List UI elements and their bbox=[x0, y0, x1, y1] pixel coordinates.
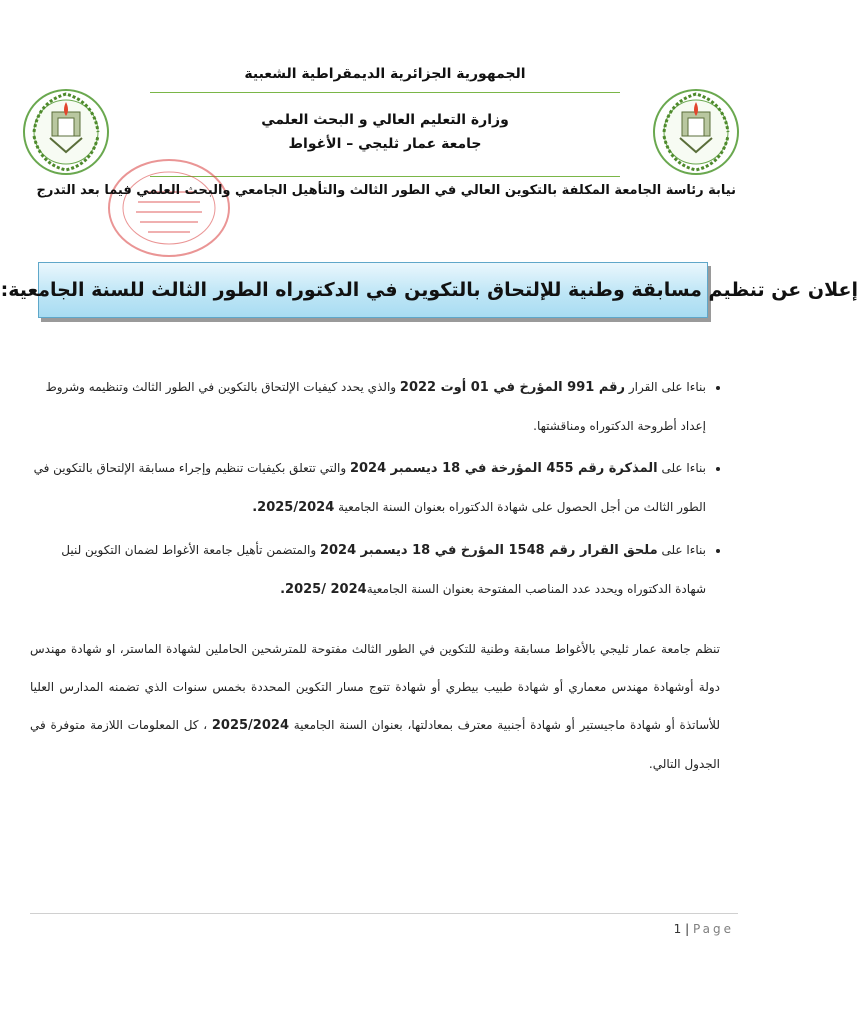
university-logo-left bbox=[20, 72, 112, 192]
list-item bbox=[30, 531, 706, 609]
announcement-title-box bbox=[0, 262, 858, 318]
bullet-text: بناءا على bbox=[657, 543, 706, 557]
bullet-text: والمتضمن تأهيل جامعة الأغواط لضمان التكوين لنيل شهادة الدكتوراه ويحدد عدد المناصب المفتوحة بعنوان السنة الجامعية bbox=[61, 543, 706, 596]
list-item bbox=[30, 449, 706, 527]
bullet-bold-text: رقم 991 المؤرخ في 01 أوت 2022 bbox=[399, 380, 626, 395]
bullet-text: والتي تتعلق بكيفيات تنظيم وإجراء مسابقة الإلتحاق بالتكوين في الطور الثالث من أجل الحصول على شهادة الدكتوراه بعنوان السنة الجامعية bbox=[33, 461, 706, 514]
announcement-title: إعلان عن تنظيم مسابقة وطنية للإلتحاق بالتكوين في الدكتوراه الطور الثالث للسنة الجامعية: bbox=[0, 279, 858, 301]
republic-title: الجمهورية الجزائرية الديمقراطية الشعبية bbox=[244, 66, 526, 82]
footer-divider bbox=[30, 913, 738, 914]
university-name: جامعة عمار ثليجي – الأغواط bbox=[288, 136, 482, 152]
paragraph-text: تنظم جامعة عمار ثليجي بالأغواط مسابقة وطنية للتكوين في الطور الثالث مفتوحة للمترشحين الحاملين لشهادة الماستر، او شهادة مهندس دولة أوشهادة مهندس معماري أو شهادة طبيب بيطري أو شهادة تتوج مسار التكوين المحددة بخمس سنوات الذي تضمنه المدارس العليا للأساتذة أو شهادة ماجيستير أو شهادة أجنبية معترف بمعادلتها، بعنوان السنة الجامعية bbox=[30, 642, 720, 732]
bullet-text: بناءا على bbox=[657, 461, 706, 475]
university-logo-right bbox=[650, 72, 742, 192]
list-item bbox=[30, 368, 706, 445]
official-stamp bbox=[104, 152, 234, 258]
bullet-text: بناءا على القرار bbox=[625, 380, 706, 394]
page-footer bbox=[674, 922, 734, 936]
page-label: Page bbox=[692, 922, 734, 936]
footer-separator: | bbox=[685, 922, 690, 936]
bullet-bold-text: 2024 /2025. bbox=[280, 582, 367, 597]
header-divider-top bbox=[150, 92, 620, 93]
paragraph-year: 2025/2024 bbox=[211, 718, 289, 733]
bullet-text: والذي يحدد كيفيات الإلتحاق بالتكوين في الطور الثالث وتنظيمه وشروط إعداد أطروحة الدكتوراه ومناقشتها. bbox=[45, 380, 706, 433]
bullet-bold-text: ملحق القرار رقم 1548 المؤرخ في 18 ديسمبر 2024 bbox=[319, 543, 658, 558]
announcement-paragraph bbox=[30, 630, 720, 783]
ministry-title: وزارة التعليم العالي و البحث العلمي bbox=[261, 112, 509, 128]
bullet-bold-text: المذكرة رقم 455 المؤرخة في 18 ديسمبر 2024 bbox=[349, 461, 658, 476]
paragraph-tail: ، كل المعلومات اللازمة متوفرة في الجدول التالي. bbox=[30, 718, 720, 771]
page-number: 1 bbox=[673, 922, 682, 936]
legal-references-list bbox=[30, 368, 720, 613]
bullet-bold-text: 2025/2024. bbox=[252, 500, 335, 515]
vice-rectorate-title: نيابة رئاسة الجامعة المكلفة بالتكوين العالي في الطور الثالث والتأهيل الجامعي والبحث العلمي فيما بعد التدرج bbox=[36, 183, 736, 198]
